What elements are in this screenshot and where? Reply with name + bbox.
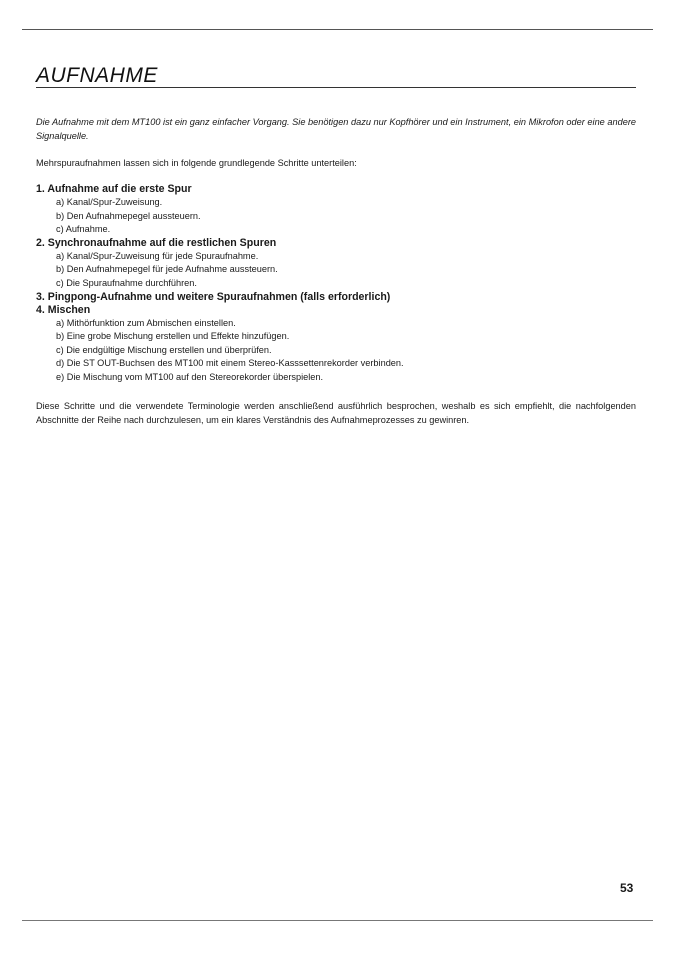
step-4: [36, 304, 636, 385]
substep-item: c) Die Spuraufnahme durchführen.: [56, 277, 197, 288]
page-number: 53: [620, 881, 634, 895]
step-2: [36, 237, 636, 291]
substep-item: b) Den Aufnahmepegel für jede Aufnahme aussteuern.: [56, 264, 278, 275]
substep-item: a) Kanal/Spur-Zuweisung.: [56, 197, 163, 207]
substeps-list: [36, 250, 636, 291]
step-heading: 4. Mischen: [36, 303, 91, 316]
title-underline: [36, 87, 636, 88]
steps-list: [36, 183, 636, 385]
substeps-list: [36, 196, 636, 237]
step-3: [36, 291, 636, 304]
substep-item: a) Kanal/Spur-Zuweisung für jede Spuraufnahme.: [56, 250, 259, 261]
top-rule: [22, 29, 653, 30]
substep-item: b) Den Aufnahmepegel aussteuern.: [56, 210, 201, 221]
substep-item: c) Die endgültige Mischung erstellen und überprüfen.: [56, 344, 272, 355]
step-1: [36, 183, 636, 237]
bottom-rule: [22, 920, 653, 921]
substep-item: b) Eine grobe Mischung erstellen und Effekte hinzufügen.: [56, 331, 290, 342]
closing-paragraph: Diese Schritte und die verwendete Terminologie werden anschließend ausführlich besprochen, weshalb es sich empfiehlt, die nachfolgenden Abschnitte der Reihe nach durchzulesen, um ein klares Verständnis des Aufnahmeprozesses zu gewinren.: [36, 401, 636, 425]
step-heading: 3. Pingpong-Aufnahme und weitere Spuraufnahmen (falls erforderlich): [36, 290, 391, 303]
substep-item: c) Aufnahme.: [56, 224, 111, 235]
step-heading: 1. Aufnahme auf die erste Spur: [36, 183, 192, 195]
step-heading: 2. Synchronaufnahme auf die restlichen Spuren: [36, 236, 277, 249]
intro-paragraph: Die Aufnahme mit dem MT100 ist ein ganz einfacher Vorgang. Sie benötigen dazu nur Kopfhörer und ein Instrument, ein Mikrofon oder eine andere Signalquelle.: [36, 117, 636, 141]
substep-item: a) Mithörfunktion zum Abmischen einstellen.: [56, 317, 236, 328]
substep-item: e) Die Mischung vom MT100 auf den Stereorekorder überspielen.: [56, 371, 324, 382]
substep-item: d) Die ST OUT-Buchsen des MT100 mit einem Stereo-Kasssettenrekorder verbinden.: [56, 358, 404, 369]
lead-paragraph: Mehrspuraufnahmen lassen sich in folgende grundlegende Schritte unterteilen:: [36, 158, 357, 168]
substeps-list: [36, 317, 636, 385]
page-title: AUFNAHME: [36, 64, 158, 87]
